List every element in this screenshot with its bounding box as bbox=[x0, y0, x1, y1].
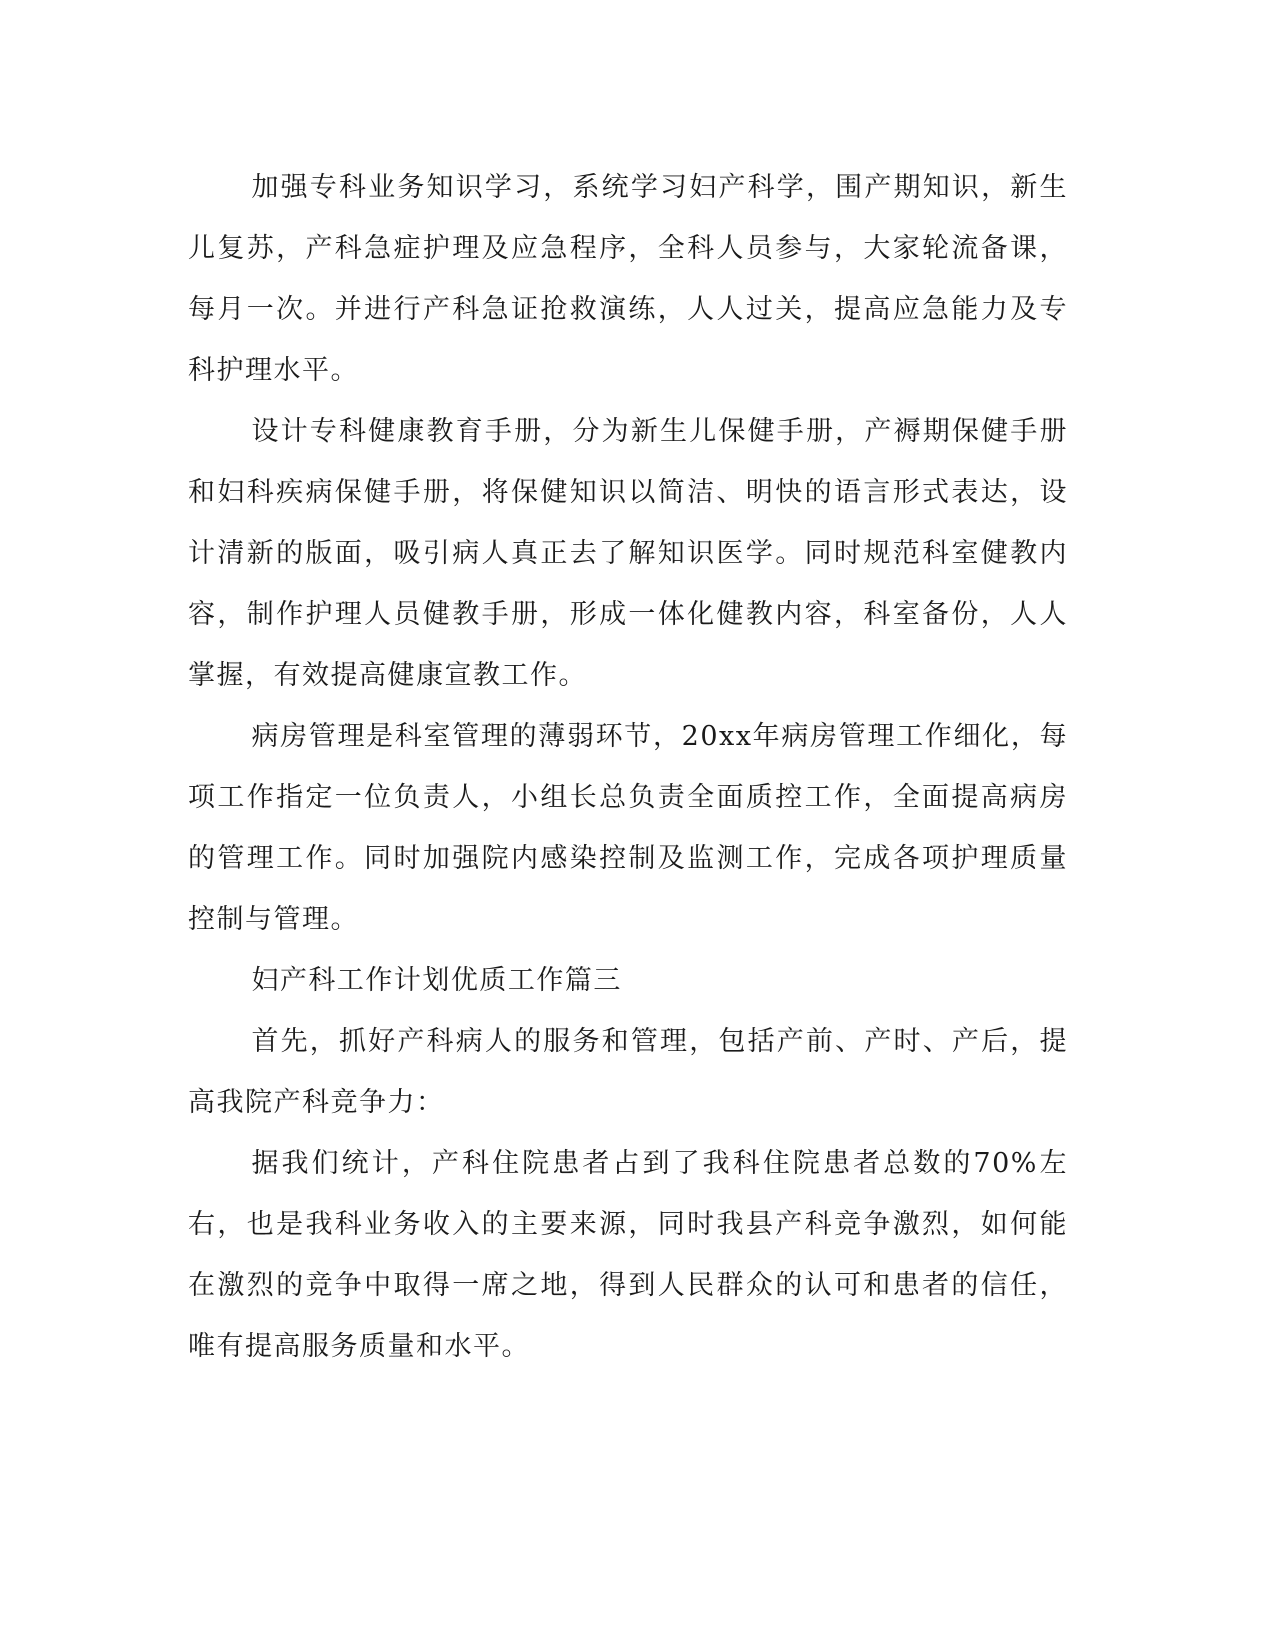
paragraph-obstetric-service: 首先，抓好产科病人的服务和管理，包括产前、产时、产后，提高我院产科竞争力： bbox=[188, 1026, 1068, 1118]
document-body bbox=[188, 157, 1068, 1377]
paragraph-statistics: 据我们统计，产科住院患者占到了我科住院患者总数的70%左右，也是我科业务收入的主要来源，同时我县产科竞争激烈，如何能在激烈的竞争中取得一席之地，得到人民群众的认可和患者的信任，唯有提高服务质量和水平。 bbox=[188, 1148, 1068, 1362]
section-heading: 妇产科工作计划优质工作篇三 bbox=[251, 965, 622, 996]
paragraph-ward-management: 病房管理是科室管理的薄弱环节，20xx年病房管理工作细化，每项工作指定一位负责人，小组长总负责全面质控工作，全面提高病房的管理工作。同时加强院内感染控制及监测工作，完成各项护理质量控制与管理。 bbox=[188, 721, 1068, 935]
paragraph-health-education-manual: 设计专科健康教育手册，分为新生儿保健手册，产褥期保健手册和妇科疾病保健手册，将保健知识以简洁、明快的语言形式表达，设计清新的版面，吸引病人真正去了解知识医学。同时规范科室健教内容，制作护理人员健教手册，形成一体化健教内容，科室备份，人人掌握，有效提高健康宣教工作。 bbox=[188, 416, 1068, 691]
paragraph-specialty-study: 加强专科业务知识学习，系统学习妇产科学，围产期知识，新生儿复苏，产科急症护理及应急程序，全科人员参与，大家轮流备课，每月一次。并进行产科急证抢救演练，人人过关，提高应急能力及专科护理水平。 bbox=[188, 172, 1068, 386]
